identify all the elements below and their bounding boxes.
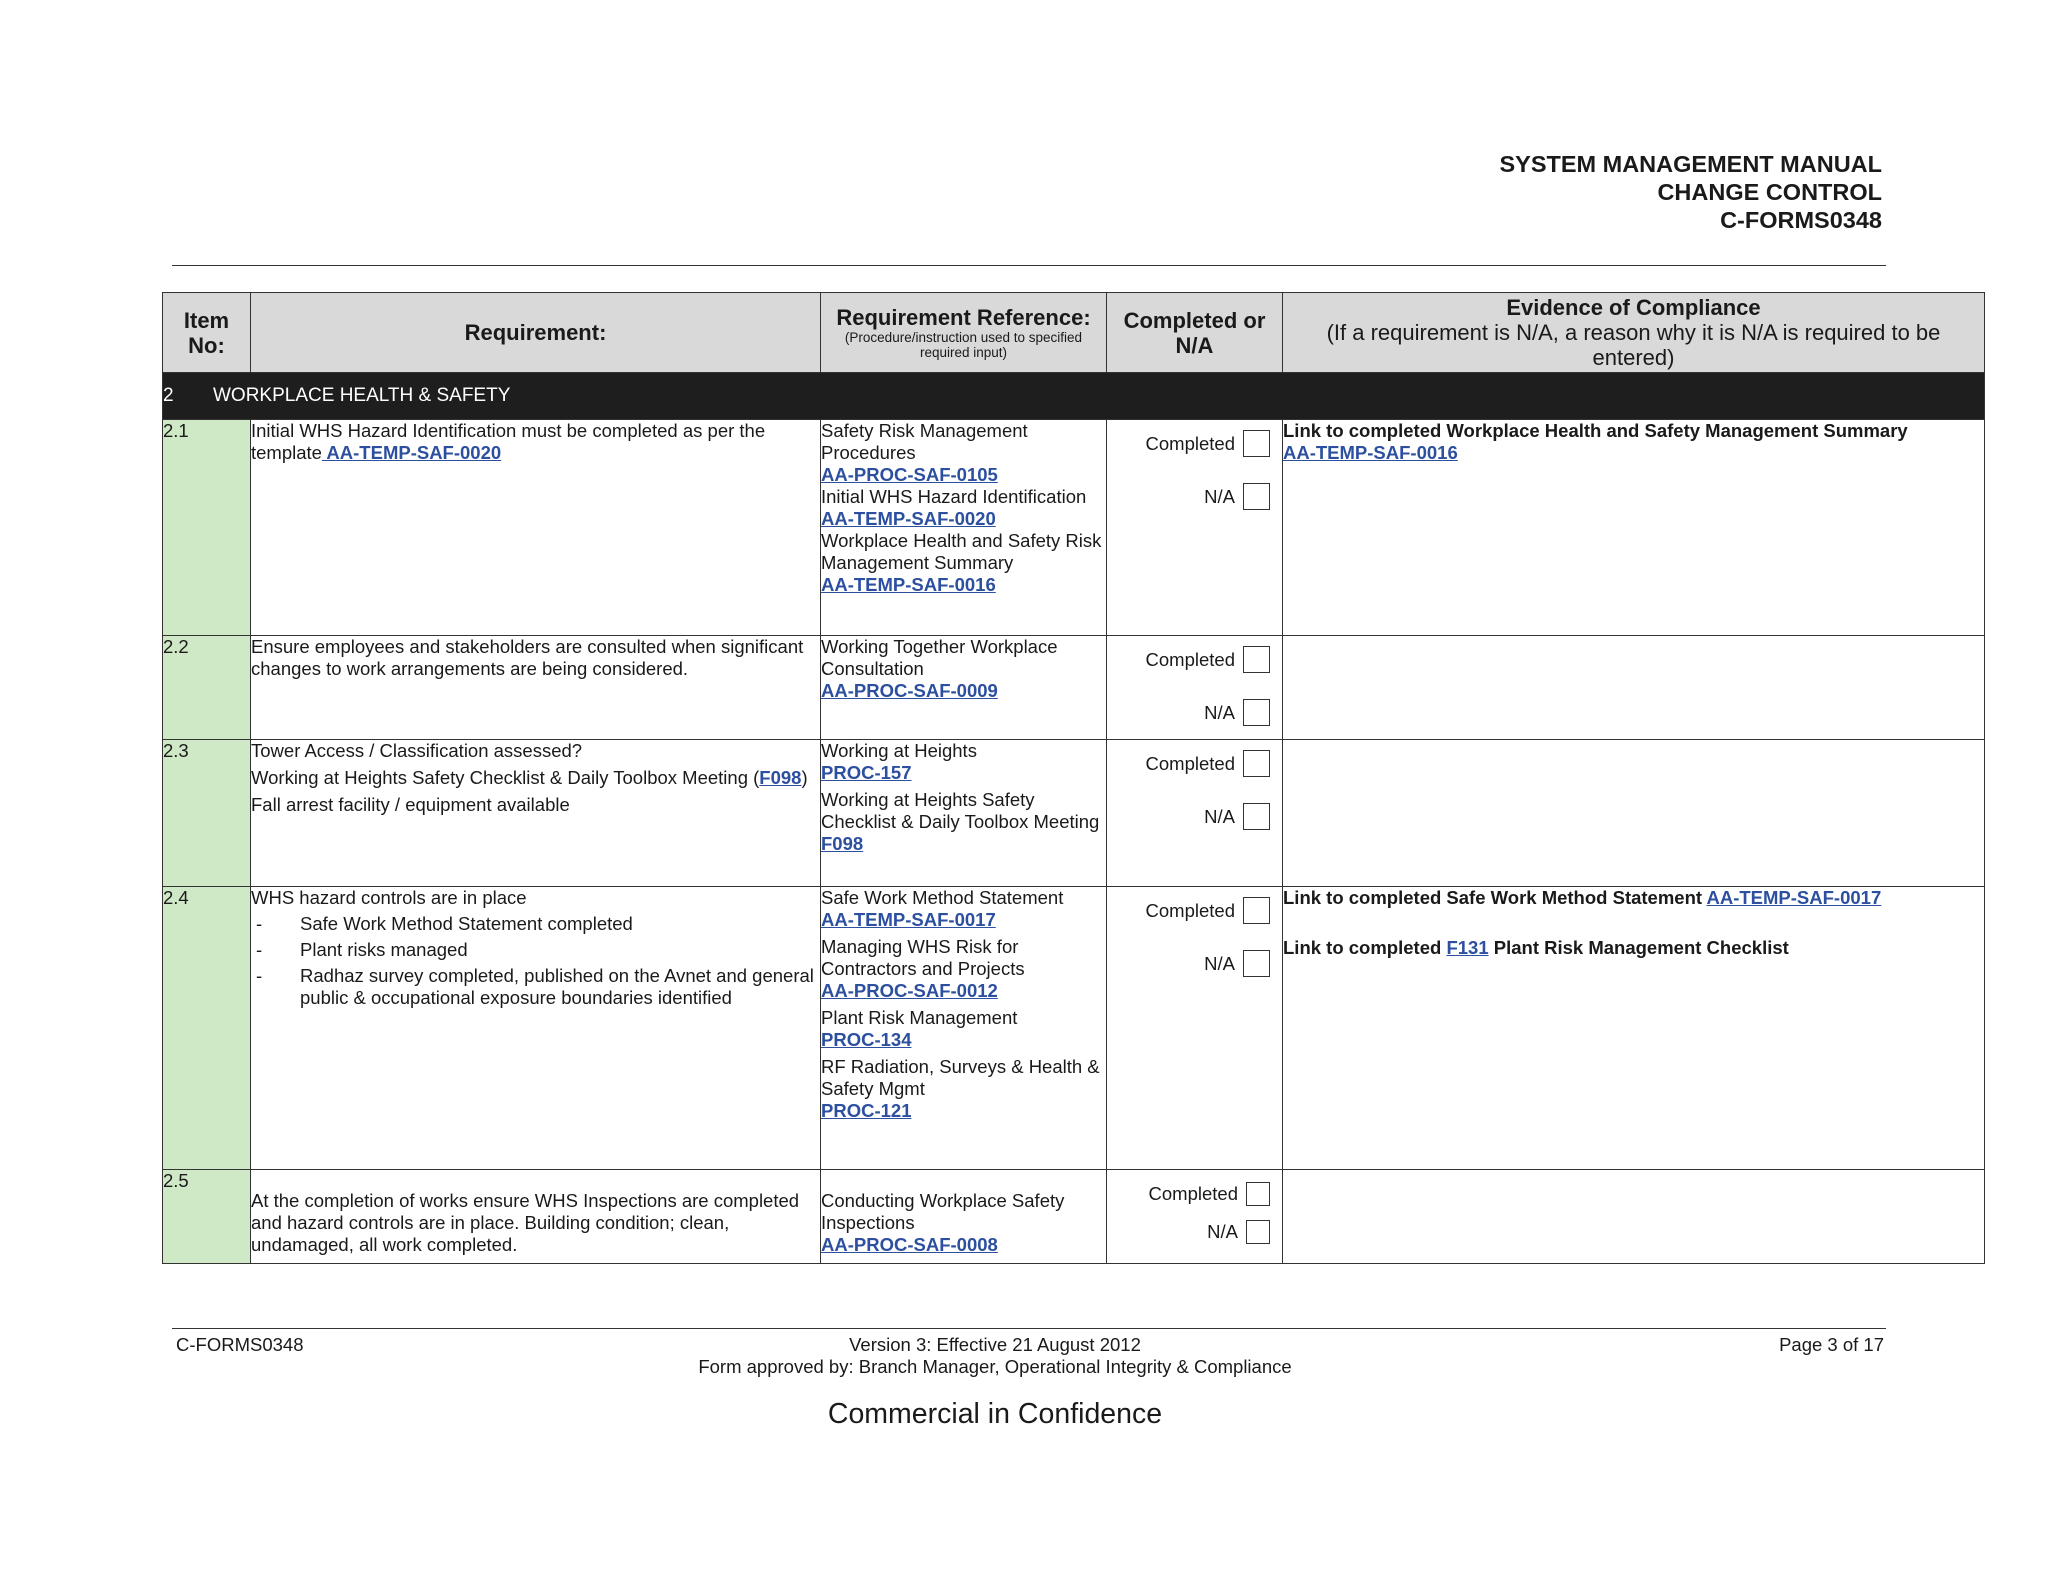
- reference-link[interactable]: AA-TEMP-SAF-0020: [821, 508, 996, 529]
- requirement-link[interactable]: AA-TEMP-SAF-0020: [321, 442, 502, 463]
- reference-link[interactable]: PROC-157: [821, 762, 912, 783]
- header-manual-title: SYSTEM MANAGEMENT MANUAL: [1499, 151, 1882, 177]
- requirement-text: Working at Heights Safety Checklist & Daily Toolbox Meeting (F098): [251, 767, 808, 788]
- section-title: WORKPLACE HEALTH & SAFETY: [213, 385, 511, 406]
- requirement-text: WHS hazard controls are in place: [251, 887, 527, 908]
- reference-text: Working at Heights: [821, 740, 977, 761]
- evidence-link[interactable]: AA-TEMP-SAF-0016: [1283, 442, 1458, 463]
- completed-checkbox[interactable]: [1243, 897, 1270, 924]
- reference-link[interactable]: AA-TEMP-SAF-0016: [821, 574, 996, 595]
- completed-label: Completed: [1145, 432, 1235, 454]
- na-checkbox[interactable]: [1243, 483, 1270, 510]
- completed-label: Completed: [1145, 899, 1235, 921]
- completed-label: Completed: [1145, 752, 1235, 774]
- requirement-cell: Ensure employees and stakeholders are consulted when significant changes to work arrangements are being considered.: [251, 636, 821, 740]
- table-header-row: [163, 293, 1985, 373]
- na-checkbox[interactable]: [1246, 1220, 1270, 1244]
- reference-text: Initial WHS Hazard Identification: [821, 486, 1087, 507]
- requirement-text: Initial WHS Hazard Identification must be completed as per the template: [251, 420, 766, 463]
- na-checkbox[interactable]: [1243, 699, 1270, 726]
- list-item: - Safe Work Method Statement completed: [251, 913, 820, 935]
- section-number: 2: [163, 385, 174, 406]
- reference-text: RF Radiation, Surveys & Health & Safety Mgmt: [821, 1056, 1100, 1099]
- reference-text: Conducting Workplace Safety Inspections: [821, 1190, 1065, 1233]
- completed-cell: [1107, 740, 1283, 887]
- reference-text: Working Together Workplace Consultation: [821, 636, 1058, 679]
- na-label: N/A: [1207, 1221, 1238, 1242]
- footer-approval: Form approved by: Branch Manager, Operational Integrity & Compliance: [698, 1356, 1292, 1377]
- footer-version-info: [0, 1334, 1990, 1378]
- evidence-cell: [1283, 887, 1985, 1170]
- completed-cell: [1107, 636, 1283, 740]
- requirement-cell: At the completion of works ensure WHS Inspections are completed and hazard controls are in place. Building condition; clean, undamaged, all work completed.: [251, 1170, 821, 1264]
- item-number: 2.4: [163, 887, 251, 1170]
- evidence-header-title: Evidence of Compliance: [1506, 295, 1761, 320]
- evidence-link[interactable]: F131: [1446, 937, 1489, 958]
- table-row: [163, 636, 1985, 740]
- completed-checkbox[interactable]: [1243, 430, 1270, 457]
- evidence-cell: [1283, 636, 1985, 740]
- footer-version: Version 3: Effective 21 August 2012: [849, 1334, 1141, 1355]
- reference-cell: [821, 420, 1107, 636]
- header-divider: [172, 265, 1886, 266]
- reference-link[interactable]: AA-PROC-SAF-0008: [821, 1234, 998, 1255]
- col-header-completed: Completed or N/A: [1107, 293, 1283, 373]
- table-row: [163, 887, 1985, 1170]
- reference-text: Managing WHS Risk for Contractors and Projects: [821, 936, 1025, 979]
- na-checkbox[interactable]: [1243, 950, 1270, 977]
- col-header-item-no: Item No:: [163, 293, 251, 373]
- evidence-text: Link to completed: [1283, 937, 1447, 958]
- reference-header-title: Requirement Reference:: [836, 305, 1091, 330]
- compliance-table: [162, 292, 1985, 1264]
- reference-link[interactable]: PROC-121: [821, 1100, 912, 1121]
- evidence-text: Link to completed Workplace Health and Safety Management Summary: [1283, 420, 1908, 441]
- completed-checkbox[interactable]: [1243, 646, 1270, 673]
- header-section-title: CHANGE CONTROL: [1657, 179, 1882, 205]
- completed-cell: [1107, 1170, 1283, 1264]
- requirement-cell: [251, 887, 821, 1170]
- na-label: N/A: [1204, 952, 1235, 974]
- confidentiality-notice: Commercial in Confidence: [827, 1398, 1163, 1430]
- na-label: N/A: [1204, 485, 1235, 507]
- reference-header-subtitle: (Procedure/instruction used to specified required input): [844, 330, 1083, 360]
- evidence-link[interactable]: AA-TEMP-SAF-0017: [1706, 887, 1882, 908]
- document-header: [1499, 150, 1882, 234]
- reference-text: Safety Risk Management Procedures: [821, 420, 1028, 463]
- reference-cell: [821, 887, 1107, 1170]
- header-form-code: C-FORMS0348: [1720, 207, 1882, 233]
- reference-link[interactable]: PROC-134: [821, 1029, 912, 1050]
- requirement-cell: [251, 420, 821, 636]
- reference-text: Plant Risk Management: [821, 1007, 1018, 1028]
- reference-text: Workplace Health and Safety Risk Management Summary: [821, 530, 1102, 573]
- requirement-text: Tower Access / Classification assessed?: [251, 740, 583, 761]
- reference-text: Working at Heights Safety Checklist & Daily Toolbox Meeting: [821, 789, 1100, 832]
- requirement-bullet-list: [251, 913, 820, 1009]
- na-label: N/A: [1204, 805, 1235, 827]
- list-item: - Radhaz survey completed, published on the Avnet and general public & occupational exposure boundaries identified: [251, 965, 820, 1009]
- evidence-cell: [1283, 420, 1985, 636]
- reference-text: Safe Work Method Statement: [821, 887, 1064, 908]
- completed-checkbox[interactable]: [1243, 750, 1270, 777]
- evidence-cell: [1283, 740, 1985, 887]
- completed-label: Completed: [1145, 648, 1235, 670]
- completed-cell: [1107, 420, 1283, 636]
- reference-link[interactable]: AA-TEMP-SAF-0017: [821, 909, 996, 930]
- reference-cell: [821, 1170, 1107, 1264]
- footer-page-number: Page 3 of 17: [1779, 1334, 1884, 1355]
- completed-checkbox[interactable]: [1246, 1182, 1270, 1206]
- col-header-evidence: [1283, 293, 1985, 373]
- completed-label: Completed: [1148, 1183, 1238, 1204]
- col-header-requirement: Requirement:: [251, 293, 821, 373]
- list-item: - Plant risks managed: [251, 939, 820, 961]
- reference-cell: [821, 636, 1107, 740]
- reference-link[interactable]: AA-PROC-SAF-0012: [821, 980, 998, 1001]
- col-header-reference: [821, 293, 1107, 373]
- evidence-text: Link to completed Safe Work Method Statement: [1283, 887, 1707, 908]
- table-row: [163, 740, 1985, 887]
- evidence-cell: [1283, 1170, 1985, 1264]
- na-checkbox[interactable]: [1243, 803, 1270, 830]
- table-row: [163, 420, 1985, 636]
- item-number: 2.2: [163, 636, 251, 740]
- requirement-link[interactable]: F098: [759, 767, 802, 788]
- reference-link[interactable]: AA-PROC-SAF-0105: [821, 464, 998, 485]
- item-number: 2.5: [163, 1170, 251, 1264]
- completed-cell: [1107, 887, 1283, 1170]
- requirement-text: Fall arrest facility / equipment available: [251, 794, 570, 815]
- na-label: N/A: [1204, 701, 1235, 723]
- table-row: [163, 1170, 1985, 1264]
- footer-form-code: C-FORMS0348: [176, 1334, 304, 1355]
- section-header-row: [163, 373, 1985, 420]
- footer-divider: [172, 1328, 1886, 1329]
- reference-cell: [821, 740, 1107, 887]
- reference-link[interactable]: AA-PROC-SAF-0009: [821, 680, 998, 701]
- reference-link[interactable]: F098: [821, 833, 864, 854]
- item-number: 2.1: [163, 420, 251, 636]
- evidence-text: Plant Risk Management Checklist: [1488, 937, 1789, 958]
- item-number: 2.3: [163, 740, 251, 887]
- requirement-cell: [251, 740, 821, 887]
- evidence-header-subtitle: (If a requirement is N/A, a reason why it is N/A is required to be entered): [1326, 320, 1941, 370]
